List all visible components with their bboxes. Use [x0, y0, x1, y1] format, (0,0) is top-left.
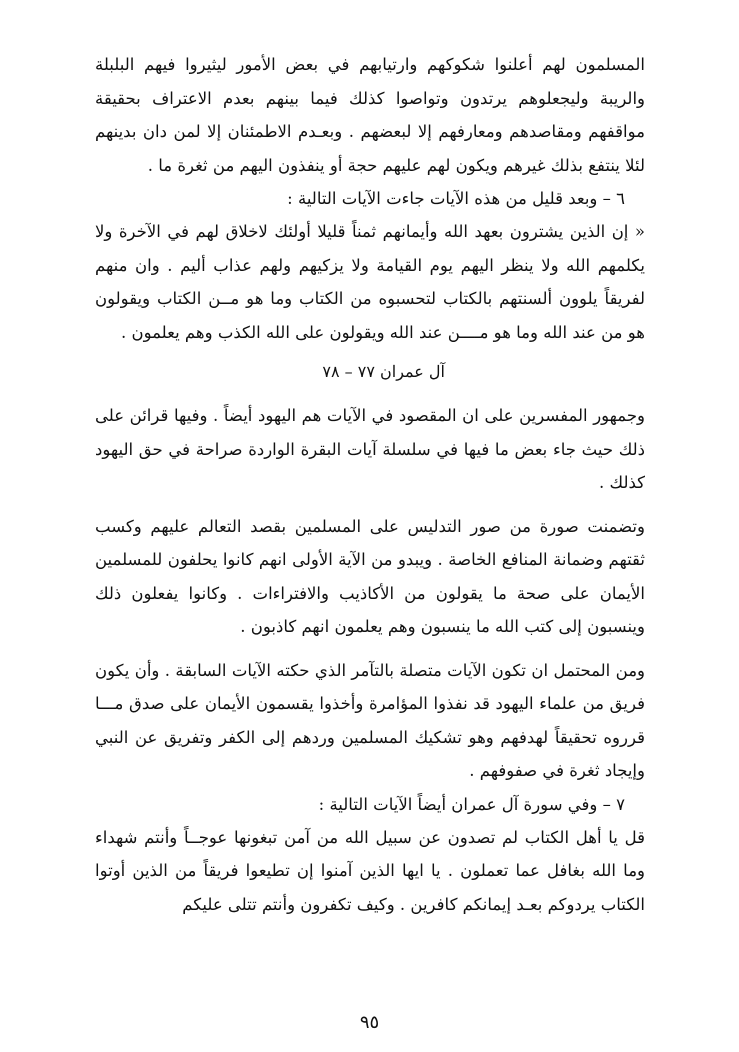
section-heading-7: ٧ – وفي سورة آل عمران أيضاً الآيات التالية :: [318, 794, 625, 814]
quote-verses-2: قل يا أهل الكتاب لم تصدون عن سبيل الله من آمن تبغونها عوجــاً وأنتم شهداء وما الله بغافل عما تعملون . يا ايها الذين آمنوا إن تطيعوا فريقاً من الذين أوتوا الكتاب يردوكم بعـد إيمانكم كافرين . وكيف تكفرون وأنتم تتلى عليكم: [95, 827, 645, 914]
quote-verses-1: « إن الذين يشترون بعهد الله وأيمانهم ثمناً قليلا أولئك لاخلاق لهم في الآخرة ولا يكلمهم الله ولا ينظر اليهم يوم القيامة ولا يزكيهم ولهم عذاب أليم . وان منهم لفريقاً يلوون ألسنتهم بالكتاب لتحسبوه من الكتاب وما هو مــن الكتاب ويقولون هو من عند الله وما هو مــــن عند الله ويقولون على الله الكذب وهم يعلمون .: [95, 222, 645, 342]
paragraph-commentators: وجمهور المفسرين على ان المقصود في الآيات هم اليهود أيضاً . وفيها قرائن على ذلك حيث جاء بعض ما فيها في سلسلة آيات البقرة الواردة صراحة في حق اليهود كذلك .: [95, 406, 645, 492]
section-heading-6: ٦ – وبعد قليل من هذه الآيات جاءت الآيات التالية :: [287, 189, 625, 208]
page-number: ٩٥: [359, 1012, 380, 1033]
verse-reference-1: آل عمران ٧٧ – ٧٨: [322, 362, 445, 381]
paragraph-conspiracy: ومن المحتمل ان تكون الآيات متصلة بالتآمر الذي حكته الآيات السابقة . وأن يكون فريق من علماء اليهود قد نفذوا المؤامرة وأخذوا يقسمون الأيمان على صدق مـــا قرروه تحقيقاً لهدفهم وهو تشكيك المسلمين وردهم إلى الكفر وتفريق عن النبي وإيجاد ثغرة في صفوفهم .: [95, 660, 645, 780]
paragraph-opening: المسلمون لهم أعلنوا شكوكهم وارتيابهم في بعض الأمور ليثيروا فيهم البلبلة والريبة وليجعلوهم يرتدون وتواصوا كذلك فيما بينهم بعدم الاعتراف بحقيقة مواقفهم ومقاصدهم ومعارفهم إلا لبعضهم . وبعـدم الاطمئنان إلا لمن دان بدينهم لئلا ينتفع بذلك غيرهم ويكون لهم عليهم حجة أو ينفذون اليهم من ثغرة ما .: [95, 55, 645, 175]
page-body: [95, 48, 645, 921]
paragraph-deception: وتضمنت صورة من صور التدليس على المسلمين بقصد التعالم عليهم وكسب ثقتهم وضمانة المنافع الخاصة . ويبدو من الآية الأولى انهم كانوا يحلفون للمسلمين الأيمان على صحة ما يقولون من الأكاذيب والافتراءات . وكانوا يفعلون ذلك وينسبون إلى كتب الله ما ينسبون وهم يعلمون انهم كاذبون .: [95, 516, 645, 636]
